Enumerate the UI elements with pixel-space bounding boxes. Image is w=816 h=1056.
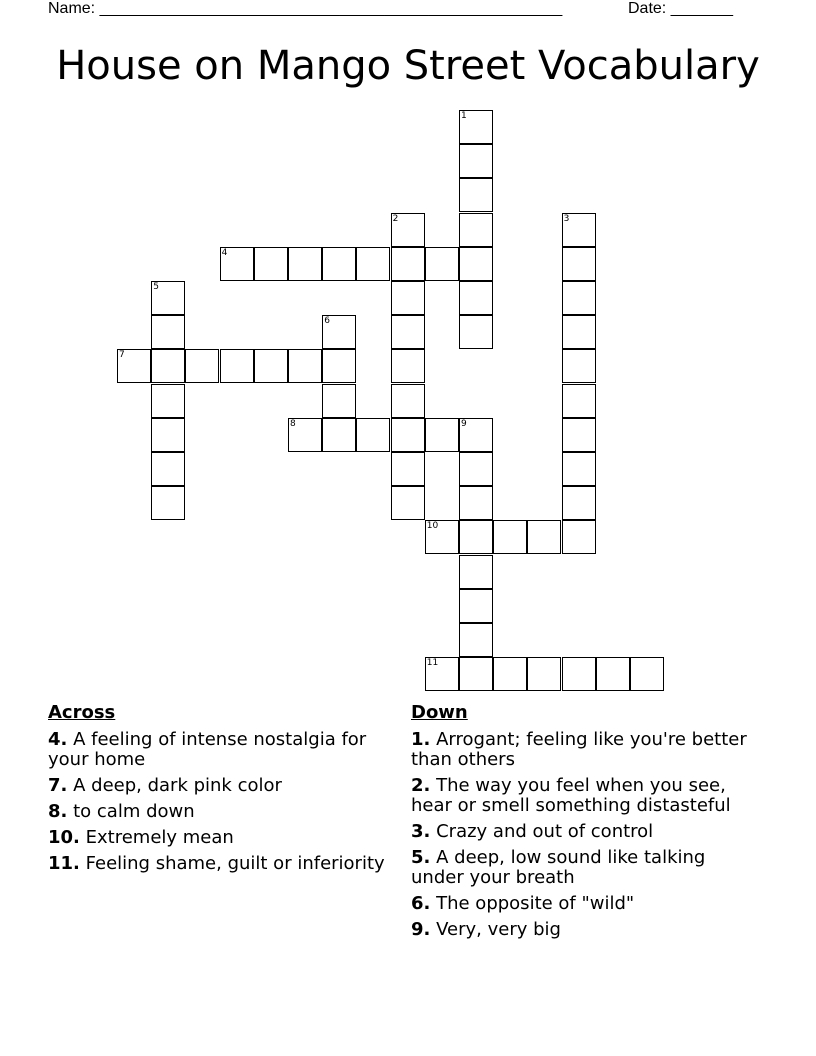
grid-cell-3[interactable] bbox=[562, 213, 596, 247]
grid-cell-2[interactable] bbox=[391, 213, 425, 247]
grid-cell[interactable] bbox=[459, 555, 493, 589]
clue-number: 3 bbox=[563, 213, 570, 224]
grid-cell[interactable] bbox=[391, 418, 425, 452]
grid-cell[interactable] bbox=[151, 349, 185, 383]
clue-number: 10 bbox=[426, 521, 439, 532]
grid-cell[interactable] bbox=[596, 657, 630, 691]
clue-number: 6 bbox=[324, 316, 330, 327]
clue-number: 11 bbox=[426, 658, 439, 669]
clue-across-7: 7. A deep, dark pink color bbox=[48, 775, 282, 796]
clue-number: 4 bbox=[221, 247, 228, 258]
grid-cell[interactable] bbox=[630, 657, 664, 691]
grid-cell[interactable] bbox=[459, 281, 493, 315]
grid-cell[interactable] bbox=[459, 486, 493, 520]
across-clues bbox=[48, 702, 398, 880]
grid-cell-1[interactable] bbox=[459, 110, 493, 144]
grid-cell[interactable] bbox=[562, 418, 596, 452]
clue-number: 2 bbox=[392, 213, 399, 224]
grid-cell[interactable] bbox=[562, 657, 596, 691]
grid-cell[interactable] bbox=[391, 486, 425, 520]
name-field-label[interactable]: Name: ____________________________________________________ bbox=[48, 0, 563, 17]
grid-cell[interactable] bbox=[151, 384, 185, 418]
grid-cell[interactable] bbox=[322, 418, 356, 452]
grid-cell[interactable] bbox=[391, 281, 425, 315]
grid-cell[interactable] bbox=[527, 657, 561, 691]
clue-down-1: 1. Arrogant; feeling like you're better than others bbox=[411, 729, 747, 770]
grid-cell[interactable] bbox=[459, 315, 493, 349]
grid-cell[interactable] bbox=[391, 247, 425, 281]
date-field-label[interactable]: Date: _______ bbox=[628, 0, 733, 17]
down-clues bbox=[411, 702, 761, 946]
grid-cell[interactable] bbox=[322, 384, 356, 418]
grid-cell-5[interactable] bbox=[151, 281, 185, 315]
grid-cell[interactable] bbox=[288, 349, 322, 383]
grid-cell[interactable] bbox=[459, 247, 493, 281]
across-heading: Across bbox=[48, 702, 116, 723]
clue-number: 5 bbox=[153, 282, 159, 292]
grid-cell[interactable] bbox=[391, 315, 425, 349]
grid-cell[interactable] bbox=[391, 452, 425, 486]
grid-cell[interactable] bbox=[459, 623, 493, 657]
grid-cell[interactable] bbox=[459, 657, 493, 691]
grid-cell[interactable] bbox=[322, 247, 356, 281]
grid-cell[interactable] bbox=[562, 315, 596, 349]
clue-down-6: 6. The opposite of "wild" bbox=[411, 893, 635, 914]
grid-cell[interactable] bbox=[151, 452, 185, 486]
grid-cell-9[interactable] bbox=[459, 418, 493, 452]
clue-down-3: 3. Crazy and out of control bbox=[411, 821, 654, 842]
grid-cell-8[interactable] bbox=[288, 418, 322, 452]
grid-cell[interactable] bbox=[322, 349, 356, 383]
clue-across-11: 11. Feeling shame, guilt or inferiority bbox=[48, 853, 385, 874]
grid-cell[interactable] bbox=[562, 520, 596, 554]
grid-cell[interactable] bbox=[459, 520, 493, 554]
grid-cell[interactable] bbox=[459, 144, 493, 178]
grid-cell[interactable] bbox=[254, 247, 288, 281]
grid-cell[interactable] bbox=[493, 657, 527, 691]
clue-number: 1 bbox=[461, 111, 467, 121]
grid-cell[interactable] bbox=[220, 349, 254, 383]
grid-cell[interactable] bbox=[562, 349, 596, 383]
grid-cell[interactable] bbox=[459, 452, 493, 486]
grid-cell-10[interactable] bbox=[425, 520, 459, 554]
grid-cell[interactable] bbox=[391, 349, 425, 383]
clue-down-5: 5. A deep, low sound like talking under your breath bbox=[411, 847, 706, 888]
grid-cell[interactable] bbox=[459, 589, 493, 623]
grid-cell-4[interactable] bbox=[220, 247, 254, 281]
clue-number: 8 bbox=[290, 418, 296, 429]
grid-cell-6[interactable] bbox=[322, 315, 356, 349]
clue-down-2: 2. The way you feel when you see, hear or smell something distasteful bbox=[411, 775, 731, 816]
grid-cell[interactable] bbox=[151, 315, 185, 349]
grid-cell-11[interactable] bbox=[425, 657, 459, 691]
grid-cell[interactable] bbox=[425, 418, 459, 452]
grid-cell[interactable] bbox=[288, 247, 322, 281]
grid-cell[interactable] bbox=[562, 452, 596, 486]
grid-cell[interactable] bbox=[356, 418, 390, 452]
clue-down-9: 9. Very, very big bbox=[411, 919, 561, 940]
grid-cell[interactable] bbox=[459, 213, 493, 247]
grid-cell[interactable] bbox=[562, 384, 596, 418]
grid-cell[interactable] bbox=[562, 486, 596, 520]
grid-cell[interactable] bbox=[459, 178, 493, 212]
grid-cell[interactable] bbox=[185, 349, 219, 383]
grid-cell[interactable] bbox=[527, 520, 561, 554]
down-heading: Down bbox=[411, 702, 468, 723]
clue-number: 9 bbox=[461, 418, 467, 429]
grid-cell[interactable] bbox=[493, 520, 527, 554]
grid-cell[interactable] bbox=[151, 486, 185, 520]
grid-cell-7[interactable] bbox=[117, 349, 151, 383]
clue-across-8: 8. to calm down bbox=[48, 801, 195, 822]
grid-cell[interactable] bbox=[391, 384, 425, 418]
clue-number: 7 bbox=[119, 350, 125, 361]
grid-cell[interactable] bbox=[562, 247, 596, 281]
page-title: House on Mango Street Vocabulary bbox=[56, 43, 760, 89]
grid-cell[interactable] bbox=[151, 418, 185, 452]
grid-cell[interactable] bbox=[356, 247, 390, 281]
grid-cell[interactable] bbox=[254, 349, 288, 383]
clue-across-10: 10. Extremely mean bbox=[48, 827, 234, 848]
grid-cell[interactable] bbox=[562, 281, 596, 315]
grid-cell[interactable] bbox=[425, 247, 459, 281]
clue-across-4: 4. A feeling of intense nostalgia for your home bbox=[48, 729, 367, 770]
